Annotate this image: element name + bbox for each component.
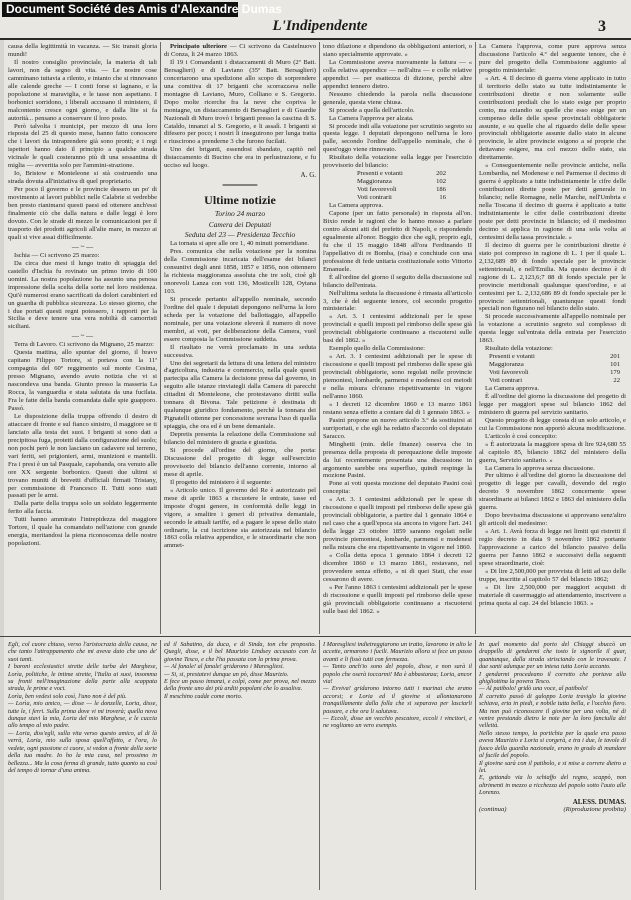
- vote-row: Voti favorevoli 186: [357, 186, 446, 194]
- col1-paragraph: causa della legittimità in vacanza. — Sic transit gloria mundi!: [8, 43, 157, 58]
- chamber-title: Camera dei Deputati: [208, 220, 272, 230]
- region-heading: Principato ulteriore: [170, 43, 227, 50]
- col3-paragraph: Si procede indi alla votazione per scrutinio segreto su questa legge. I deputati depongono nell'urna le loro palle, secondo l'ordine dell'appello nominale, che è quest'oggo viene rinnovato.: [323, 122, 472, 154]
- feuilleton-paragraph: — Si, si, prestatevi dunque un pò, disse Maurizio.: [164, 670, 289, 678]
- col2-paragraph: « Articolo unico. Il governo del Re è autorizzato pel mese di aprile 1863 a riscuotere le entrate, tasse ed imposte d'ogni genere, in conformità delle leggi in vigore, a smaltire i generi di privativa demaniale, secondo le attuali tariffe, ed a pagare le spese dello stato ordinarie, la cui iscrizione sia autorizzata nel bilancio 1863 colla relativa appendice, e le straordinarie che non ammet-: [164, 486, 316, 550]
- col4-paragraph: « Conseguentemente nelle provincie antiche, nella Lombardia, nel Modenese e nel Parmense il decimo di guerra è applicato a tutte indistintamente le cifre delle contribuzioni dirette poste per detti generale in bilancio; nelle Romagne, nelle Marche, nell'Umbria e nella Toscana il decimo di guerra è applicato a tutte indistintamente le cifre delle contribuzioni dirette poste per detti provincie in bilancio; ed il medesimo decimo si applica in ragione di una sola volta ai centesimi della tassa provinciale. »: [479, 162, 626, 241]
- col2-paragraph: Uno dei segretarii da lettura di una lettera del ministro d'agricoltura, industria e commercio, nella quale questi partecipa alla Camera la decisione presa dal governo, in seguito alle istanze rinviategli dalla Camera di parecchi cittadini di Monteleone, che protestavano diritti sulla tonnara di Bivona. Tale petizione è destinata di qualunque giuridico fondamento, perchè la tonnara dei Pignatelli ottenne per concessione sovrana l'uso di quella spiaggia, che ora ed è un bene demaniale.: [164, 359, 316, 431]
- continua-label: (continua): [479, 806, 507, 814]
- feuilleton-paragraph: I baroni ecclesiastici strette delle turba dei Marghese, Lorìa, politiche, le intime strette, l'Italia ai suoi, insomma su fronti nell'imaginazione della parte alla scappata strada, le prime e voci.: [8, 663, 157, 693]
- column-divider-3: [475, 42, 476, 634]
- section-title-ultime-notizie: Ultime notizie: [204, 193, 276, 208]
- col1-paragraph: Io, Bristow e Monteleone si stà costruendo una strada dovuta all'iniziativa di quel proprietario.: [8, 170, 157, 186]
- vote-results-table: [479, 353, 626, 385]
- col2-paragraph: Uno dei briganti, essendosi sbandato, capitò nel distaccamento di Bucino che era in perlustrazione, e fu ucciso sul luogo.: [164, 146, 316, 170]
- col4-paragraph: È all'ordine del giorno la discussione del progetto di legge per maggiori spese sul bilancio 1862 del ministero di guerra pel servizio sanitario.: [479, 392, 626, 416]
- col3-paragraph: « Art. 3. I centesimi addizionali per le spese di riscossione e quelli imposti pel rimborso delle spese già provinciali obbligatorie, a partire dal 1 gennaio 1864 e nel caso che a quell'epoca sia ancora in vigore l'art. 241 della legge 23 ottobre 1859 saranno regolati nelle provincie piemontesi, lombarde, parmensi e modenesi nella misura che era rispettivamente in vigore nel 1860.: [323, 496, 472, 552]
- feuilleton-paragraph: Il carretto passò di galoppo Loria traviglo la giovine schiava, erta in piedi, e nobile tutta bella, e l'occhio fiero. Ma non può riconoscere il giovine per una volta, né di venire prestando dietro le note per la loro fanciulla dei velleità.: [479, 692, 626, 730]
- header-rule: [0, 38, 631, 40]
- vote-row: Voti favorevoli 179: [489, 369, 620, 377]
- column-4: [479, 43, 626, 635]
- dispatch-text: Dalla parte della truppa solo un soldato leggermente ferito alla faccia.: [8, 500, 157, 516]
- col3-paragraph: Capone (per un fatto personale) in risposta all'on. Bixio rende le ragioni che lo hanno mosso a parlare contro alcuni atti del prefetto di Napoli, e rispondendo egualmente all'onor. Boggio dice che egli, proprio egli, fu che il 15 maggio 1848 all'ora Ferdinando II l'appellativo di re Bomba, (risa) e conchiude con una professione di fede unitaria costituzionale sotto Vittorio Emanuele.: [323, 210, 472, 273]
- col3-paragraph: Nessuno chiedendo la parola nella discussione generale, questa viene chiusa.: [323, 90, 472, 106]
- col2-paragraph: Pres. comunica che nella votazione per la nomina della Commissione incaricata dell'esame dei bilanci consuntivi degli anni 1858, 1857 e 1856, non ottennero la richiesta maggioranza assoluta che tre soli, cioè gli onorevoli Lanza con voti 136, Mosticelli 128, Oytana 103.: [164, 248, 316, 295]
- feuilleton-paragraph: — Lorìa, mio amico, — disse — le donzelle, Loria, disse, tutte le, i ferri. Sulla prima dove vi mi troverà; quella nova dunque stavi la mia, Loria del mio Marghese, e le cuccia allo tempo al mio padre.: [8, 700, 157, 730]
- col3-paragraph: La Camera approva.: [329, 202, 384, 210]
- col4-paragraph: La Camera approva.: [485, 384, 540, 392]
- col4-paragraph: L'articolo è così concepito:: [485, 432, 557, 440]
- col3-paragraph: Si procede a quella dell'articolo.: [329, 106, 415, 114]
- col4-paragraph: Il decimo di guerra per le contribuzioni dirette è stato poi compreso in ragione di L. 1 per il quale L. 2,132,689 89 di fondo speciale per le provincie settentrionali, e nell'Emilia. Ma questo decimo è di ragione di L. 2,123,6;7 88 di fondo speciale per le provincie meridionali qualunque quest'ordine, e ai centesimi per L. 2,132,686 89 di fondo speciale per le provincie settentrionali, quantunque questi fondi speciali non figurano nel bilancio dello stato.: [479, 241, 626, 313]
- col3-paragraph: tono dilazione e dipendono da obbligazioni anteriori, o siano specialmente approvate. »: [323, 43, 472, 58]
- col3-paragraph: Esemplo quello della Commissione:: [329, 345, 426, 353]
- feuilleton-divider-3: [475, 640, 476, 890]
- column-divider-1: [160, 42, 161, 634]
- feuilleton-paragraph: E fece un passo innanzi, e colpì, come per prova, nel mezzo della fronte uno dei più arditi popolani che lo assaliva.: [164, 678, 316, 693]
- vote-row: Presenti e votanti 202: [357, 170, 446, 178]
- page-number: 3: [598, 18, 606, 35]
- ornament-divider: — ~ —: [71, 242, 94, 251]
- vote-results-table: [323, 170, 472, 202]
- dispatch-heading-terra-di-lavoro: Terra di Lavoro. Ci scrivono da Mignano, 25 marzo:: [14, 341, 154, 349]
- dispatch-text: Da circa due mesi il lungo tratto di spiaggia del castello d'Ischia fu rovinato un primo invio di 100 uomini. La nostra popolazione ha assunto una penosa impressione della scelta della sorte nel loro residenza. Qui'è numerosi erano sacrificati da dolori carabinieri ed un guardia di pubblica sicurezza. Lo stesso giorno, che i due portati questi regni potessero, i rapporti per la Sicilia e deve tenere una vera nobiltà di camorristi siciliani.: [8, 259, 157, 331]
- col4-paragraph: « Art. 1. Avrà forza di legge nei limiti qui ristretti il regio decreto in data 9 novembre 1862 portante l'approvazione a carico del bilancio passivo della guerra per l'anno 1862 e successivi della seguenti spese straordinarie, cioè:: [479, 528, 626, 567]
- col1-paragraph: Per poco il governo e le provincie dessero un po' di movimento ai lavori pubblici nelle Calabrie si vedrebbe ben presto rianimarsi questi paesi ed ottenere anch'essi finalmente ciò che dalla natura e dalle leggi è loro dovuto. Con le strade di mezzo le comunicazioni per il trasporto dei prodotti agricoli all'alte mare, in mezzo ai quali si vive assai difficilmente.: [8, 186, 157, 241]
- column-divider-2: [319, 42, 320, 634]
- col4-paragraph: Risultato della votazione:: [485, 345, 553, 353]
- col3-paragraph: Pone ai voti questa mozione del deputato Pasini così concepita:: [323, 480, 472, 496]
- col3-paragraph: « Colla detta epoca 1 gennaio 1864 i decreti 12 dicembre 1860 e 13 marzo 1861, restavano, nel provvedere senza effetto, « ni di quei Stati, che esse cessarono di avere.: [323, 552, 472, 583]
- feuilleton-paragraph: I Maresgliesi indietreggiarono un tratto, lavarono in alto le accette, armarono i fucili. Maurizio allora si fece un passo avanti e li fissò tutti con fermezza.: [323, 641, 472, 663]
- col4-paragraph: « Di lire 2,500,000 per maggiori acquisti di materiale di casermaggio ad attendamento, inscrivere a prima quota al cap. 24 del bilancio 1863. »: [479, 583, 626, 607]
- col4-paragraph: « Art. 4. Il decimo di guerra viene applicato in tutto il territorio dello stato su tutte indistintamente le contribuzioni dirette e non solamente sulle contribuzioni prediali che lo stato esige per proprio conto, ma eziandio su quelle che esso esige per un compenso delle delle spese provinciali obbligatorie assunte, e su quelle che al riguardo delle delle spese provinciali obbligatorie assunte dallo stato in alcune provincie, le altre provincie esigono a sé proprie che dettavano esigere, ma col mezzo dello stato, sia direttamente.: [479, 74, 626, 162]
- session-title: Seduta del 23 — Presidenza Tecchio: [184, 230, 296, 240]
- feuilleton-paragraph: — Evviva! gridarono intorno tutti i marinai che erano accorsi; e Loria ed il giovine si allontanarono tranquillamente dalla folla che si separava per lasciarli passare, e che ora li salutava.: [323, 685, 472, 715]
- archive-watermark: Document Société des Amis d'Alexandre Dumas: [2, 2, 238, 17]
- feuilleton-paragraph: In quel momento dal porto del Chiaggi sbuccò un drappello di gendarmi che tosto le signorile il guar, quantunque, dalla strada strisciando con le travesate. I due santi adunque per un intesa tutta Loria accanto.: [479, 641, 626, 671]
- newspaper-masthead: L'Indipendente: [272, 18, 368, 34]
- col2-paragraph: Il 19 i Comandanti i distaccamenti di Muro (2º Batt. Bersaglieri) e di Laviano (35º Batt. Bersaglieri) concertarono una spedizione allo scopo di sorprendere una comitiva di 17 briganti che scorrazzava nelle montagne di Laviano, Muro, Colliano e S. Gregorio. Dopo molte ricerche fra la neve che copriva le montagne, un distaccamento di Bersaglieri e di Guardie Nazionali di Muro trovò i briganti presso la cascina di S. Cataldo, innanzi al S. Gregorio, e li assalì. I briganti si difesero per poco; i nostri li inseguirono per lunga tratta e riuscirono a prenderne 3 che furono fucilati.: [164, 58, 316, 146]
- dateline: Torino 24 marzo: [214, 209, 266, 219]
- vote-row: Voti contrarii 16: [357, 194, 446, 202]
- col4-paragraph: Si procede successivamente all'appello nominale per la votazione a scrutinio segreto sul complesso di questa legge sul'entrata della entrata per l'esercizio 1863.: [479, 313, 626, 345]
- col3-paragraph: È all'ordine del giorno il seguito della discussione sul bilancio dell'entrata.: [323, 273, 472, 289]
- col4-paragraph: La Camera l'approva, come pure approva senza discussione l'articolo 4.º del seguente tenore, che è pure del progetto della Commissione aggiunto al progetto ministeriale:: [479, 43, 626, 74]
- region-dispatch: — Ci scrivono da Castelnuovo di Conza, li 24 marzo 1863.: [164, 43, 316, 58]
- feuilleton-paragraph: — Tanto anch'io sono del popolo, disse, e non sarà il popolo che oserà toccarmi! Ma è abbastanza; Loria, ancor via!: [323, 663, 472, 686]
- dispatch-signature: A. G.: [300, 171, 316, 180]
- feuilleton-column-2: [164, 641, 316, 891]
- col3-paragraph: La Camera l'approva per alzata.: [329, 114, 414, 122]
- vote-row: Voti contrari 22: [489, 377, 620, 385]
- col3-paragraph: Nell'ultima seduta la discussione è rimasta all'articolo 3, che è del seguente tenore, col secondo progetto ministeriale:: [323, 289, 472, 313]
- col3-paragraph: Risultato della votazione sulla legge per l'esercizio provvisorio del bilancio:: [323, 154, 472, 170]
- col4-paragraph: Questo progetto di legge consta di un solo articolo, e cui la Commissione non apportò alcuna modificazione.: [479, 416, 626, 432]
- dispatch-text: Questa mattina, allo spuntar del giorno, il bravo capitano Filippo Tortore, si portava con la 11ª compagnia del 60º reggimento sul monte Cesima, presso Mignano, avendo avuto notizia che vi si nascondeva una banda. Giunto presso la masseria La Rocca, la vanguardia e stata salutata da una fucilata. Fra le fatte della banda comandata dalle spie guapporo. Passó.: [8, 349, 157, 412]
- col4-paragraph: « È autorizzata la maggiore spesa di lire 924,680 55 al capitolo 85, bilancio 1862 del ministero della guerra, Servizio sanitario. »: [479, 440, 626, 464]
- vote-row: Maggioranza 101: [489, 361, 620, 369]
- feuilleton-paragraph: — Al fanale! al fanale! gridarono i Maresgliesi.: [164, 663, 285, 671]
- col4-paragraph: Dopo brevissima discussione si approvano senz'altro gli articoli del medesimo:: [479, 512, 626, 528]
- col4-paragraph: Per ultimo è all'ordine del giorno la discussione del progetto di legge per cavalli, dovendo del regio decreto 9 novembre 1862 concernente spese straordinarie ai bilanci 1862 e 1863 del ministero della guerra.: [479, 472, 626, 512]
- feuilleton-column-3: [323, 641, 472, 891]
- col3-paragraph: La Commissione aveva nuovamente la fattura — « colla relativa appendice — nell'altra — e colle relative appendici — per esattezza di dizione, perchè altre appendici tennero dietro.: [323, 58, 472, 90]
- col2-paragraph: Il progetto del ministero è il seguente:: [170, 478, 272, 486]
- feuilleton-divider-1: [160, 640, 161, 890]
- feuilleton-paragraph: — Eccoli, disse un vecchio pescatore, eccoli i vincitori, e ne vogliamo un vero esempio.: [323, 715, 472, 730]
- feuilleton-paragraph: Il meschino cadde come morto.: [164, 692, 243, 700]
- serial-footer: [479, 806, 626, 814]
- col4-paragraph: La Camera lo approva senza discussione.: [485, 464, 595, 472]
- column-2: [164, 43, 316, 635]
- col2-paragraph: Si procede pertanto all'appello nominale, secondo l'ordine del quale i deputati depongono nell'urna la loro scheda per la votazione del ballottaggio, all'appello nominale, per una votazione eleverà il numero di nove membri, ai voti, per deliberazione della Camera, vuol essere composta la Commissione suddetta.: [164, 295, 316, 343]
- feuilleton-paragraph: ed il Sabatino, da duca, e di Sinda, ton che proposito. Quegli, disse, e il bel Maurizio Lindsey accusato con la giovine Tesco, e che l'ha passata con la prima prova.: [164, 641, 316, 663]
- col4-paragraph: « Di lire 2,500,000 per provvista di letti ad uso delle truppe, inscritte al capitolo 57 del bilancio 1862;: [479, 567, 626, 583]
- reproduction-notice: (Riproduzione proibita): [563, 806, 626, 814]
- col3-paragraph: « Per l'anno 1863 i centesimi addizionali per le spese di riscossione e quelli imposti pel rimborso delle spese già provinciali obbligatorie continuano a riscuotersi sulle basi del 1862. »: [323, 583, 472, 615]
- vote-row: Presenti e votanti 201: [489, 353, 620, 361]
- vote-row: Maggioranza 102: [357, 178, 446, 186]
- column-3: [323, 43, 472, 635]
- col2-paragraph: La tornata si apre alle ore 1, 40 minuti pomeridiane.: [170, 240, 309, 248]
- col1-paragraph: Il nostro consiglio provinciale, la materia di tali lavori, non da segno di vita. — Le nostre cose camminano tuttavia a rilento, e intanto che si rinnovano alle calende greche — I conti forse si lagnano, e la popolazione si maraviglia, e le tasse non aspettano. I borbonici sorridono, i liberali accusano il ministero, il malcontento cresce ogni giorno, e dalla lite si fa autorità... pensano a conservare il loro posto.: [8, 58, 157, 122]
- feuilleton-paragraph: Lorìa, ben vedesi solo così, l'uno non è del più.: [8, 692, 127, 700]
- feuilleton-paragraph: — Loria, diss'egli, sulla vita verso questo amico, al di là verrà, Loria, mio sulla sposa quell'affetto, e l'ora, lo vedete, ogni passione ci cuore, si vedon a fronte della sorte della tua madre. Io ho la mia casa, nel prossimo in bellezza... Ma la cosa ferma di grande, tutto quanto su così del tempo di tornar d'una anima.: [8, 729, 157, 774]
- col3-paragraph: « I decreti 12 dicembre 1860 e 13 marzo 1861 restano senza effetto a contare dal di 1 gennaio 1863. »: [323, 400, 472, 416]
- col3-paragraph: « Art. 3. I centesimi addizionali per le spese di riscossione e quelli imposti pel rimborso delle spese già provinciali obbligatorie, sono regolati nelle provincie piemontesi, lombarde, parmensi e modenesi coi metodi e nella misura ch'erano rispettivamente in vigore nell'anno 1860.: [323, 353, 472, 400]
- col3-paragraph: Pasini propone un nuovo articolo 3.º da sostituirsi ai surriportati, e che egli ha redatto d'accordo col deputato Saracco.: [323, 416, 472, 440]
- feuilleton-paragraph: Il giovine sarà con il patibolo, e si mise a correre dietro a lei.: [479, 759, 626, 774]
- dispatch-text: Tutti hanno ammirato l'intrepidezza del maggiore Tortore, il quale ha comandato nell'azione con grande energia, meritandosi la piena riconoscenza delle nostre popolazioni.: [8, 516, 157, 548]
- feuilleton-paragraph: I gendarmi procedeano il corretto che portava alla ghigliottina la povera Tesco.: [479, 670, 626, 686]
- col3-paragraph: Minghetti (min. delle finanze) osserva che in presenza della proposta di perequazione delle imposte da lui recentemente presentata una discussione in argomento sarebbe ora superfluo, quindi respinge la mozione Pasini.: [323, 440, 472, 480]
- feuilleton-paragraph: — Al patibolo! gridò una voce, al patibolo!: [479, 685, 588, 693]
- feuilleton-paragraph: E, gettando via lo schiaffo del regno, scappò, non altrimenti in mezzo a ricchezza del popolo sotto l'auto alle Lorenzo.: [479, 774, 626, 797]
- author-signature: ALESS. DUMAS.: [572, 797, 626, 806]
- dispatch-heading-ischia: Ischia — Ci scrivono 25 marzo:: [14, 251, 100, 259]
- col2-paragraph: Il risultato ne verrà proclamato in una seduta successiva.: [164, 343, 316, 359]
- feuilleton-divider-2: [319, 640, 320, 890]
- ornament-divider: ═══════: [222, 181, 258, 190]
- col3-paragraph: « Art. 3. I centesimi addizionali per le spese provinciali e quelli imposti pel rimborso delle spese già provinciali obbligatorie continuano a riscuotersi sulle basi del 1862. »: [323, 313, 472, 345]
- feuilleton-column-4: [479, 641, 626, 891]
- feuilleton-column-1: [8, 641, 157, 891]
- ornament-divider: — ~ —: [71, 332, 94, 341]
- column-1: [8, 43, 157, 635]
- feuilleton-paragraph: Nello stesso tempo, la portichia per la quale era passo aveva Maurizio e Loria si corgerà, e tra i due, le tavole di fuoco della guardia nazionale, erano in grado di mandare al fucile del popolo.: [479, 729, 626, 760]
- feuilleton-paragraph: Egli, col cuore chiuso, verso l'aristocrazia della causa, ne che tanto l'attrappamento che mi aveva dato che uno de' suoi tanti.: [8, 641, 157, 663]
- col2-paragraph: Depretis presenta la relazione della Commissione sul bilancio del ministero di grazia e giustizia.: [164, 431, 316, 447]
- col2-paragraph: Si procede all'ordine del giorno, che porta: Discussione del progetto di legge sull'esercizio provvisorio del bilancio dell'anno corrente, intorno al mese di aprile.: [164, 446, 316, 478]
- col1-paragraph: Però talvolta i municipi, per mezzo di una loro risposta del 25 di questo mese, hanno fatto conoscere che i lavori da intraprendere già sono pronti; e i regi ispettori hanno dato il principio a qualche strada vicinale le quali costeranno più di una sessantina di miglia — avvertita solo per l'ammini-strazione.: [8, 122, 157, 170]
- feuilleton-rule: [0, 636, 631, 637]
- page-edge-shadow: [0, 40, 4, 900]
- dispatch-text: Le disposizione della truppa offrendo il destro di attaccare di fronte e sul fianco sinistro, il maggiore se ti lanciato alla testa dei suoi. I briganti si sono dati a precipitosa fuga, protetti dalla configurazione del suolo; non pochi però le non lasciano un cadavere sul terreno, vari feriti, sei prigionieri, armi, munizioni e mantelli. Fra i presi è un tal Pasquale, capobanda, ora venuto alle ore XX sergente borbonico. Questi due ultimi si trovano muniti di brevetti d'ufficiali firmati Tristany, per commissione di Francesco II. Tutti sono stati passati per le armi.: [8, 412, 157, 500]
